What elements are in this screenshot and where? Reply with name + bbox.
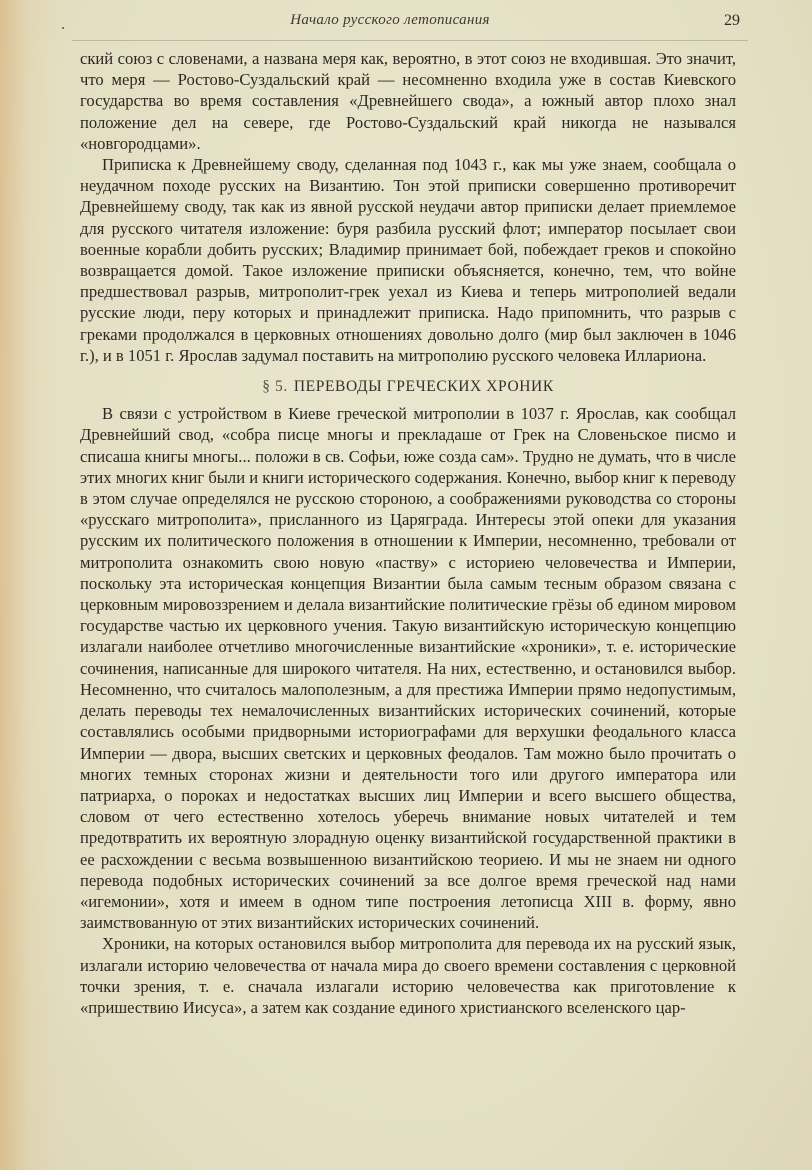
section-heading <box>80 376 736 397</box>
section-title: ПЕРЕВОДЫ ГРЕЧЕСКИХ ХРОНИК <box>293 378 554 396</box>
paragraph-pripiska: Приписка к Древнейшему своду, сделанная под 1043 г., как мы уже знаем, сообщала о неудачном походе русских на Византию. Тон этой приписки совершенно противоречит Древнейшему своду, так как из явной русской неудачи автор приписки делает приемлемое для русского читателя изложение: буря разбила русский флот; император посылает свои военные корабли добить русских; Владимир принимает бой, побеждает греков и спокойно возвращается домой. Такое изложение приписки объясняется, конечно, тем, что войне предшествовал разрыв, митрополит-грек уехал из Киева и теперь митрополией ведали русские люди, перу которых и принадлежит приписка. Надо припомнить, что разрыв с греками продолжался в церковных отношениях довольно долго (мир был заключен в 1046 г.), и в 1051 г. Ярослав задумал поставить на митрополию русского человека Иллариона. <box>80 155 736 365</box>
header-rule <box>72 40 748 41</box>
body-text <box>80 48 736 1018</box>
paragraph-translations: В связи с устройством в Киеве греческой митрополии в 1037 г. Ярослав, как сообщал Древнейший свод, «собра писце многы и прекладаше от Грек на Словеньское писмо и списаша книгы многы... положи в св. Софьи, юже созда сам». Трудно не думать, что в числе этих многих книг были и книги исторического содержания. Конечно, выбор книг к переводу в этом случае определялся не русскою стороною, а соображениями руководства со стороны «русскаго митрополита», присланного из Царяграда. Интересы этой опеки для указания русским их политического положения в отношении к Империи, несомненно, требовали от митрополита ознакомить свою новую «паству» с историею человечества и Империи, поскольку эта историческая концепция Византии была самым тесным образом связана с церковным мировоззрением и делала византийские политические грёзы об едином мировом государстве частью их церковного учения. Такую византийскую историческую концепцию излагали наиболее отчетливо многочисленные византийские «хроники», т. е. исторические сочинения, написанные для широкого читателя. На них, естественно, и остановился выбор. Несомненно, что считалось малополезным, а для престижа Империи прямо недопустимым, делать переводы тех немалочисленных византийских исторических сочинений, которые составлялись особыми придворными историографами для верхушки феодального класса Империи — двора, высших светских и церковных феодалов. Там можно было прочитать о многих темных сторонах жизни и деятельности того или другого императора или патриарха, о пороках и недостатках высших лиц Империи и всего высшего общества, словом от чего естественно хотелось уберечь внимание новых читателей и тем предотвратить их вероятную злорадную оценку византийской государственной практики в ее расхождении с весьма возвышенною византийскою теориею. И мы не знаем ни одного перевода подобных исторических сочинений за все долгое время греческой над нами «игемонии», хотя и имеем в одном типе построения летописца XIII в. форму, явно заимствованную от этих византийских исторических сочинений. <box>80 404 736 933</box>
speck-mark <box>62 27 64 29</box>
running-title: Начало русского летописания <box>290 12 490 28</box>
page-number: 29 <box>724 12 740 29</box>
running-head <box>80 12 740 34</box>
section-number: § 5. <box>262 378 288 396</box>
paragraph-chronicles: Хроники, на которых остановился выбор митрополита для перевода их на русский язык, излагали историю человечества от начала мира до своего времени составления с церковной точки зрения, т. е. сначала излагали историю человечества как приготовление к «пришествию Иисуса», а затем как создание единого христианского вселенского цар- <box>80 934 736 1017</box>
paragraph-continuation: ский союз с словенами, а названа меря как, вероятно, в этот союз не входившая. Это значит, что меря — Ростово-Суздальский край — несомненно входила уже в состав Киевского государства во время составления «Древнейшего свода», а южный автор плохо знал положение дел на севере, где Ростово-Суздальский край никогда не назывался «новгородцами». <box>80 49 736 153</box>
